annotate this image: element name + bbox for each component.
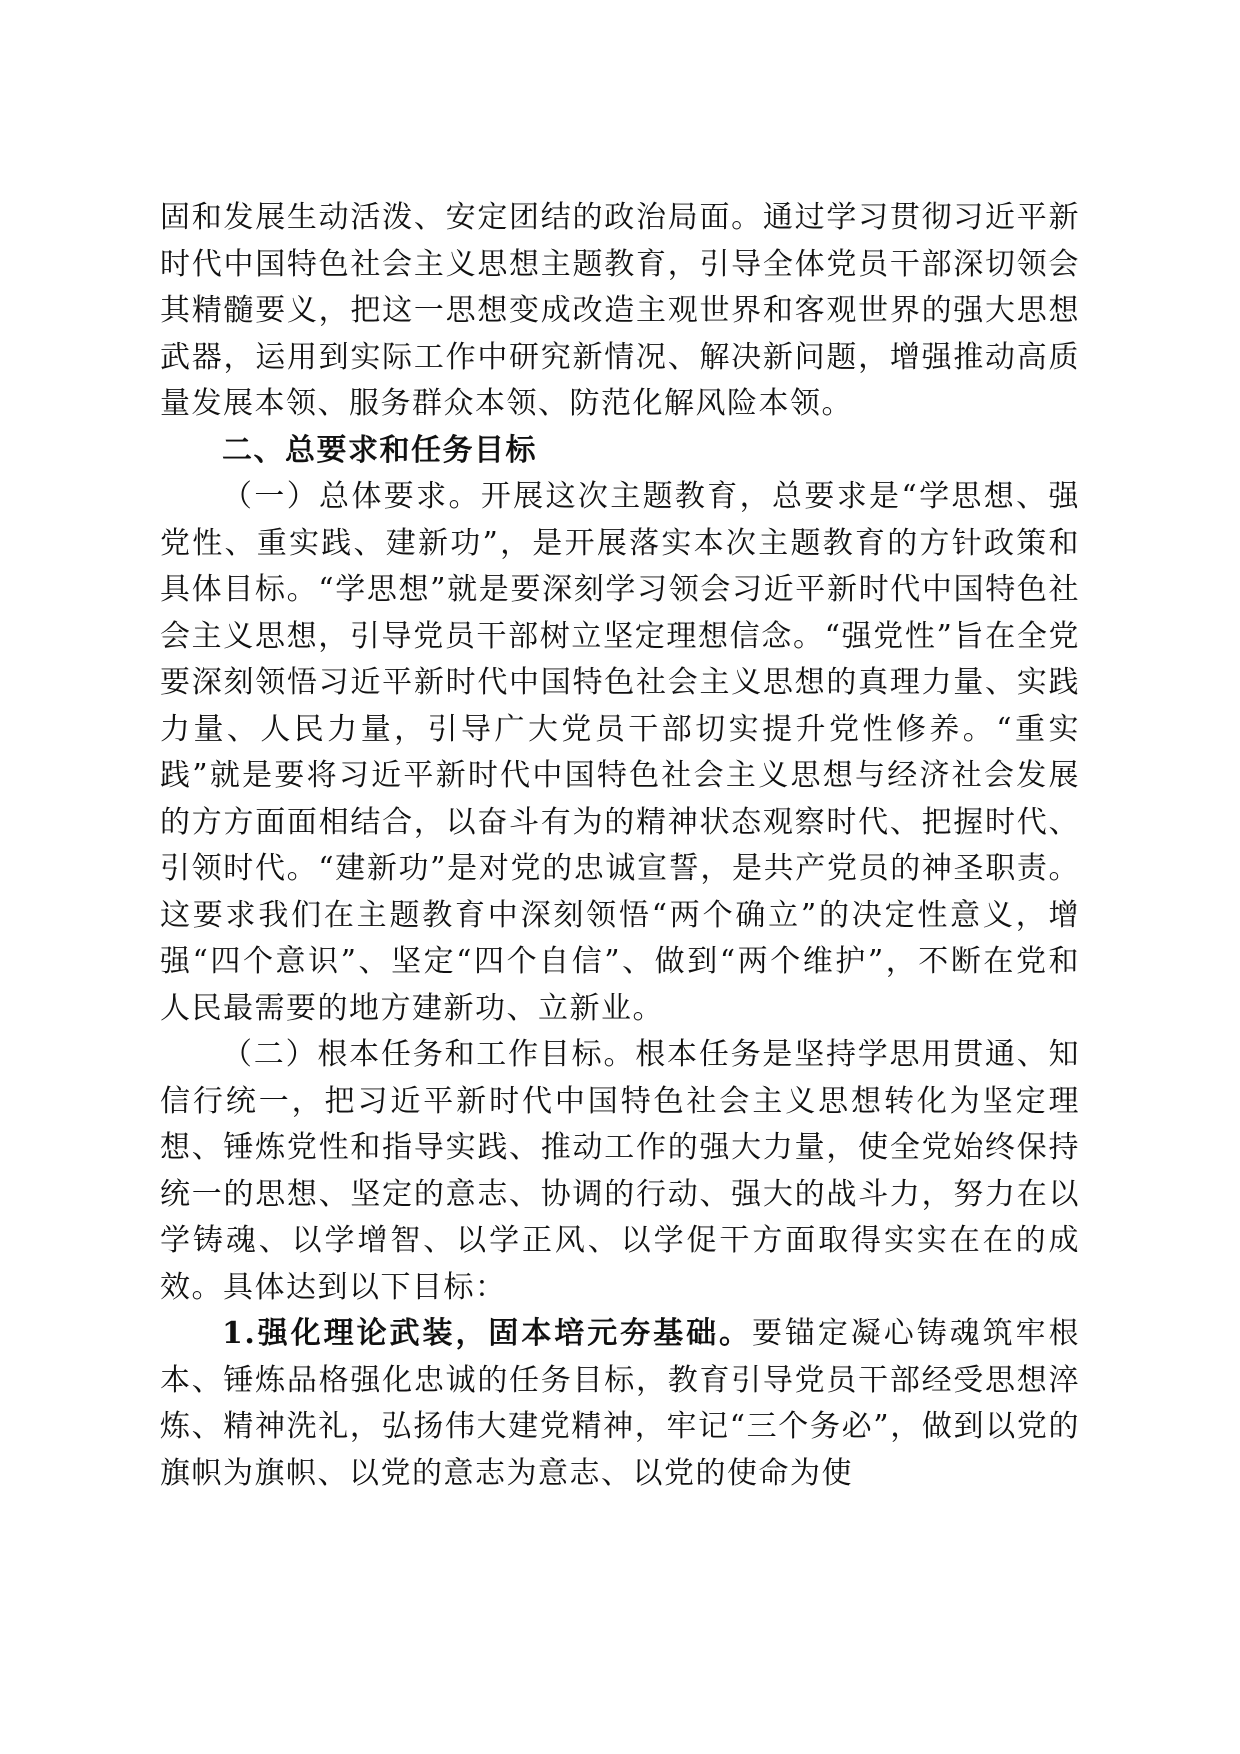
paragraph-tasks-and-goals: （二）根本任务和工作目标。根本任务是坚持学思用贯通、知信行统一，把习近平新时代中国特色社会主义思想转化为坚定理想、锤炼党性和指导实践、推动工作的强大力量，使全党始终保持统一的思想、坚定的意志、协调的行动、强大的战斗力，努力在以学铸魂、以学增智、以学正风、以学促干方面取得实实在在的成效。具体达到以下目标： xyxy=(160,1037,1080,1305)
paragraph-intro: 固和发展生动活泼、安定团结的政治局面。通过学习贯彻习近平新时代中国特色社会主义思想主题教育，引导全体党员干部深切领会其精髓要义，把这一思想变成改造主观世界和客观世界的强大思想武器，运用到实际工作中研究新情况、解决新问题，增强推动高质量发展本领、服务群众本领、防范化解风险本领。 xyxy=(160,200,1080,421)
document-body xyxy=(160,195,1080,1497)
section-heading: 二、总要求和任务目标 xyxy=(222,432,537,468)
goal-1-text: 要锚定凝心铸魂筑牢根本、锤炼品格强化忠诚的任务目标，教育引导党员干部经受思想淬炼、精神洗礼，弘扬伟大建党精神，牢记“三个务必”，做到以党的旗帜为旗帜、以党的意志为意志、以党的使命为使 xyxy=(160,1316,1080,1491)
paragraph-goal-1 xyxy=(160,1311,1080,1497)
paragraph-general-requirements: （一）总体要求。开展这次主题教育，总要求是“学思想、强党性、重实践、建新功”，是开展落实本次主题教育的方针政策和具体目标。“学思想”就是要深刻学习领会习近平新时代中国特色社会主义思想，引导党员干部树立坚定理想信念。“强党性”旨在全党要深刻领悟习近平新时代中国特色社会主义思想的真理力量、实践力量、人民力量，引导广大党员干部切实提升党性修养。“重实践”就是要将习近平新时代中国特色社会主义思想与经济社会发展的方方面面相结合，以奋斗有为的精神状态观察时代、把握时代、引领时代。“建新功”是对党的忠诚宣誓，是共产党员的神圣职责。这要求我们在主题教育中深刻领悟“两个确立”的决定性意义，增强“四个意识”、坚定“四个自信”、做到“两个维护”，不断在党和人民最需要的地方建新功、立新业。 xyxy=(160,479,1080,1026)
goal-1-title: 1.强化理论武装，固本培元夯基础。 xyxy=(222,1316,752,1351)
